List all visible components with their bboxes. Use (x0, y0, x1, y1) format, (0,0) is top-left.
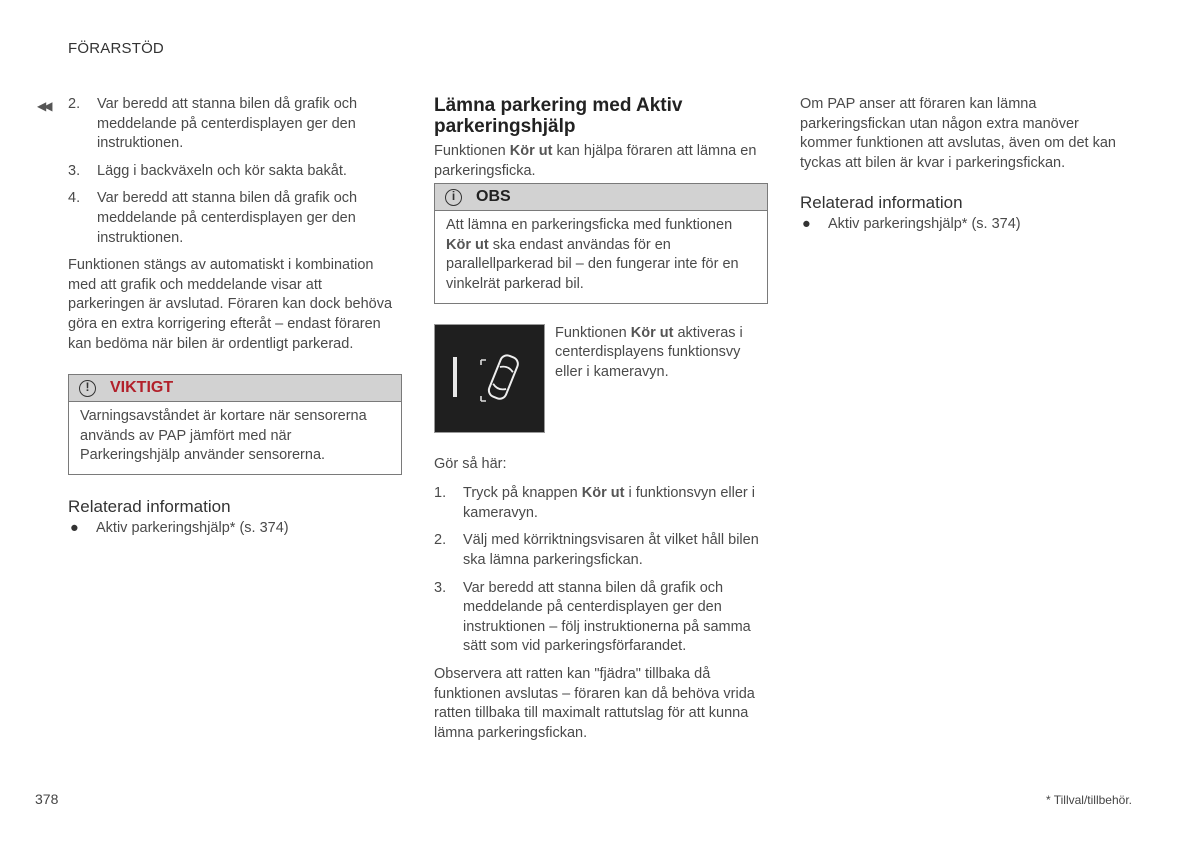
list-item (434, 579, 768, 657)
related-list (68, 519, 402, 539)
camera-text-part: Funktionen (555, 324, 631, 341)
obs-text: Att lämna en parkeringsficka med funktionen (446, 217, 733, 234)
function-name: Kör ut (446, 236, 489, 253)
obs-body (435, 211, 767, 302)
step-number: 3. (434, 579, 447, 596)
step-text: Lägg i backväxeln och kör sakta bakåt. (97, 162, 347, 179)
section-heading: Lämna parkering med Aktiv parkeringshjälp (434, 95, 683, 137)
back-arrow-icon[interactable]: ◀◀ (37, 99, 50, 113)
obs-title: OBS (476, 188, 511, 206)
step-number: 3. (68, 162, 81, 179)
howto-label: Gör så här: (434, 455, 507, 472)
column-1 (68, 95, 402, 539)
list-item (434, 484, 768, 523)
info-circle-icon: i (445, 189, 462, 206)
parking-car-icon (435, 325, 544, 432)
step-number: 1. (434, 485, 447, 502)
function-name: Kör ut (581, 485, 625, 502)
related-list (800, 215, 1134, 235)
viktigt-body: Varningsavståndet är kortare när sensorerna används av PAP jämfört med när Parkeringshjälp använder sensorerna. (80, 408, 367, 464)
related-link[interactable] (800, 215, 1134, 235)
list-item (434, 531, 768, 570)
intro-text: Funktionen (434, 143, 510, 159)
list-item (68, 162, 402, 182)
closing-paragraph: Observera att ratten kan "fjädra" tillbaka då funktionen avslutas – föraren kan då behöva vrida ratten tillbaka till maximalt rattutslag för att kunna lämna parkeringsfickan. (434, 665, 755, 741)
step-text: Var beredd att stanna bilen då grafik och meddelande på centerdisplayen ger den instruktionen – följ instruktionerna på samma sätt som vid parkeringsförfarandet. (463, 579, 751, 655)
related-title: Relaterad information (68, 496, 231, 516)
step-number: 2. (68, 96, 81, 112)
bullet-icon: ● (802, 216, 811, 233)
howto-steps (434, 484, 768, 657)
camera-block (434, 324, 768, 433)
column-2 (434, 95, 768, 751)
body-paragraph: Om PAP anser att föraren kan lämna parkeringsfickan utan någon extra manöver kommer funktionen att avslutas, även om det kan tyckas att bilen är kvar i parkeringsfickan. (800, 96, 1116, 171)
footnote: * Tillval/tillbehör. (1045, 793, 1132, 807)
list-item (68, 189, 402, 248)
camera-text-part: aktiveras i centerdisplayens funktionsvy eller i kameravyn. (555, 324, 743, 380)
step-number: 4. (68, 190, 81, 207)
step-text: Tryck på knappen (463, 485, 582, 502)
related-title: Relaterad information (800, 193, 963, 213)
camera-text (555, 324, 768, 433)
intro-text: kan hjälpa föraren att lämna en parkeringsficka. (434, 143, 757, 179)
exclamation-circle-icon: ! (79, 380, 96, 397)
section-header: FÖRARSTÖD (68, 40, 164, 57)
step-list (68, 95, 402, 248)
obs-text: ska endast användas för en parallellparkerad bil – den fungerar inte för en vinkelrät parkerad bil. (446, 236, 739, 292)
parking-exit-button-image (434, 324, 545, 433)
step-number: 2. (434, 532, 447, 549)
intro-paragraph (434, 142, 768, 181)
list-item (68, 95, 402, 154)
viktigt-title: VIKTIGT (110, 379, 174, 397)
related-link-text[interactable]: Aktiv parkeringshjälp* (s. 374) (828, 216, 1021, 233)
page-number: 378 (35, 791, 59, 807)
obs-header (435, 184, 767, 211)
body-paragraph: Funktionen stängs av automatiskt i kombination med att grafik och meddelande visar att parkeringen är avslutad. Föraren kan dock behöva göra en extra korrigering efteråt – endast föraren kan bedöma när bilen är ordentligt parkerad. (68, 257, 393, 352)
function-name: Kör ut (509, 143, 553, 159)
step-text: Var beredd att stanna bilen då grafik och meddelande på centerdisplayen ger den instruktionen. (97, 96, 358, 152)
function-name: Kör ut (630, 324, 674, 341)
obs-box (434, 183, 768, 303)
column-3 (800, 95, 1134, 235)
related-link[interactable] (68, 519, 402, 539)
viktigt-box (68, 374, 402, 475)
step-text: Var beredd att stanna bilen då grafik och meddelande på centerdisplayen ger den instruktionen. (97, 190, 358, 246)
related-link-text[interactable]: Aktiv parkeringshjälp* (s. 374) (96, 519, 289, 536)
viktigt-header (69, 375, 401, 402)
step-text: i funktionsvyn eller i kameravyn. (463, 485, 755, 521)
bullet-icon: ● (70, 519, 79, 536)
step-text: Välj med körriktningsvisaren åt vilket håll bilen ska lämna parkeringsfickan. (463, 532, 759, 568)
